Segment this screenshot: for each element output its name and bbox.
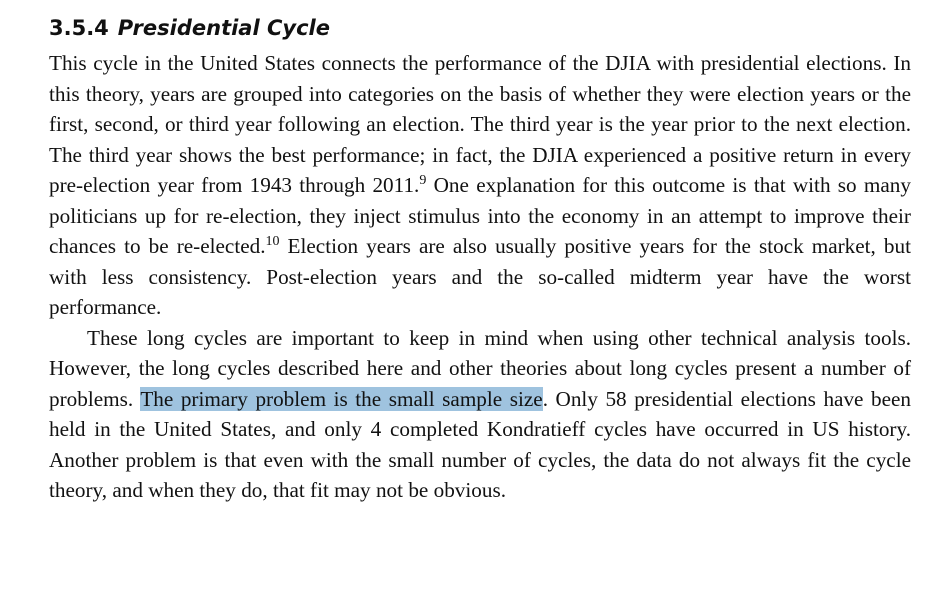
text-selection-highlight[interactable]: The primary problem is the small sample size [140,386,543,411]
section-heading [49,14,911,48]
paragraph-text[interactable]: These long cycles are important to keep in mind when using other technical analysis tools. However, the long cycles described here and other theories about long cycles present a number of problems. [49,325,911,411]
paragraph-text[interactable]: Election years are also usually positive years for the stock market, but with less consistency. Post-election years and the so-called midterm year have the worst performance. [49,234,911,319]
footnote-marker[interactable]: 9 [419,173,427,188]
section-number: 3.5.4 [49,16,109,40]
document-page [49,14,911,506]
paragraph-text[interactable]: . Only 58 presidential elections have been held in the United States, and only 4 completed Kondratieff cycles have occurred in US history. Another problem is that even with the small number of cycles, the data do not always fit the cycle theory, and when they do, that fit may not be obvious. [49,386,911,502]
paragraph-text[interactable]: This cycle in the United States connects the performance of the DJIA with presidential elections. In this theory, years are grouped into categories on the basis of whether they were election years or the first, second, or third year following an election. The third year is the year prior to the next election. The third year shows the best performance; in fact, the DJIA experienced a positive return in every pre-election year from 1943 through 2011. [49,51,911,197]
paragraph-text[interactable]: One explanation for this outcome is that with so many politicians up for re-election, they inject stimulus into the economy in an attempt to improve their chances to be re-elected. [49,173,911,258]
footnote-marker[interactable]: 10 [265,234,280,249]
paragraph-presidential-cycle[interactable] [49,48,911,323]
paragraph-long-cycles[interactable] [49,323,911,506]
section-title: Presidential Cycle [117,16,330,40]
